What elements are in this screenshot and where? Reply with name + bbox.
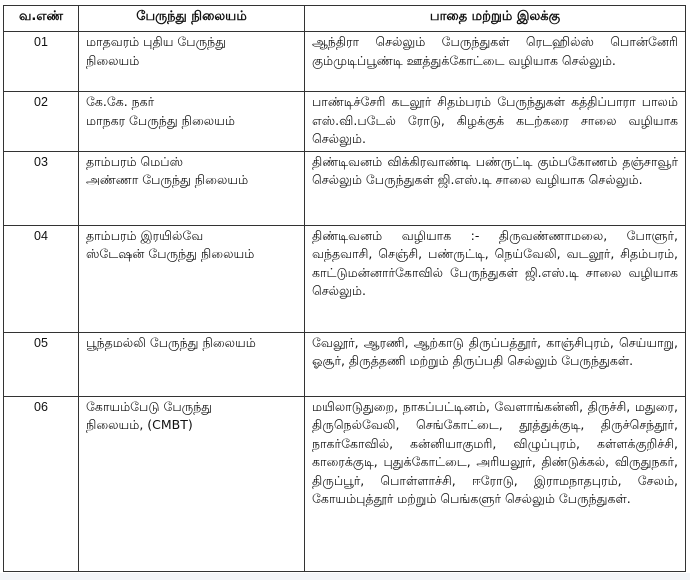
station-name-line: தாம்பரம் மெப்ஸ் bbox=[86, 153, 184, 169]
serial-no-cell: 06 bbox=[4, 396, 79, 571]
route-cell: பாண்டிச்சேரி கடலூர் சிதம்பரம் பேருந்துகள் கத்திப்பாரா பாலம் எஸ்.வி.படேல் ரோடு, கிழக்குக் கடற்கரை சாலை வழியாக செல்லும். bbox=[305, 92, 686, 152]
table-row bbox=[4, 225, 686, 332]
station-name-line: மாதவரம் புதிய பேருந்து bbox=[86, 34, 227, 49]
table-row bbox=[4, 151, 686, 225]
station-name-line: அண்ணா பேருந்து நிலையம் bbox=[86, 172, 249, 187]
table-row bbox=[4, 92, 686, 152]
route-cell: மயிலாடுதுறை, நாகப்பட்டினம், வேளாங்கன்னி, திருச்சி, மதுரை, திருநெல்வேலி, செங்கோட்டை, தூத்துக்குடி, திருச்செந்தூர், நாகர்கோவில், கன்னியாகுமரி, விழுப்புரம், கள்ளக்குறிச்சி, காரைக்குடி, புதுக்கோட்டை, அரியலூர், திண்டுக்கல், விருதுநகர், திருப்பூர், பொள்ளாச்சி, ஈரோடு, இராமநாதபுரம், சேலம், கோயம்புத்தூர் மற்றும் பெங்களுர் செல்லும் பேருந்துகள். bbox=[305, 396, 686, 571]
station-name-line: பூந்தமல்லி பேருந்து நிலையம் bbox=[86, 334, 256, 350]
station-name-line: நிலையம், (CMBT) bbox=[86, 417, 193, 432]
route-cell: ஆந்திரா செல்லும் பேருந்துகள் ரெடஹில்ஸ் பொன்னேரி கும்முடிப்பூண்டி ஊத்துக்கோட்டை வழியாக செல்லும். bbox=[305, 32, 686, 92]
route-cell: திண்டிவனம் விக்கிரவாண்டி பண்ருட்டி கும்பகோணம் தஞ்சாவூர் செல்லும் பேருந்துகள் ஜி.எஸ்.டி சாலை வழியாக செல்லும். bbox=[305, 151, 686, 225]
station-cell bbox=[79, 332, 305, 396]
station-name-line: ஸ்டேஷன் பேருந்து நிலையம் bbox=[86, 246, 255, 261]
page-top-edge bbox=[0, 0, 690, 4]
station-name-line: மாநகர பேருந்து நிலையம் bbox=[86, 112, 235, 128]
serial-no-cell: 01 bbox=[4, 32, 79, 92]
serial-no-cell: 05 bbox=[4, 332, 79, 396]
station-name-line: கோயம்பேடு பேருந்து bbox=[86, 398, 213, 414]
station-cell bbox=[79, 32, 305, 92]
header-route-destination: பாதை மற்றும் இலக்கு bbox=[305, 6, 686, 32]
serial-no-cell: 04 bbox=[4, 225, 79, 332]
page-bottom-edge bbox=[0, 573, 690, 580]
station-cell bbox=[79, 92, 305, 152]
table-row bbox=[4, 32, 686, 92]
station-cell bbox=[79, 396, 305, 571]
header-bus-station: பேருந்து நிலையம் bbox=[79, 6, 305, 32]
station-cell bbox=[79, 151, 305, 225]
station-name-line: கே.கே. நகர் bbox=[86, 94, 155, 109]
bus-route-table bbox=[3, 5, 686, 572]
route-cell: வேலூர், ஆரணி, ஆற்காடு திருப்பத்தூர், காஞ்சிபுரம், செய்யாறு, ஓசூர், திருத்தணி மற்றும் திருப்பதி செல்லும் பேருந்துகள். bbox=[305, 332, 686, 396]
serial-no-cell: 03 bbox=[4, 151, 79, 225]
table-row bbox=[4, 332, 686, 396]
table-header-row bbox=[4, 6, 686, 32]
station-name-line: தாம்பரம் இரயில்வே bbox=[86, 227, 204, 243]
station-name-line: நிலையம் bbox=[86, 52, 140, 68]
header-serial-no: வ.எண் bbox=[4, 6, 79, 32]
station-cell bbox=[79, 225, 305, 332]
table-row bbox=[4, 396, 686, 571]
route-cell: திண்டிவனம் வழியாக :- திருவண்ணாமலை, போளுர், வந்தவாசி, செஞ்சி, பண்ருட்டி, நெய்வேலி, வடலூர், சிதம்பரம், காட்டுமன்னார்கோவில் பேருந்துகள் ஜி.எஸ்.டி சாலை வழியாக செல்லும். bbox=[305, 225, 686, 332]
serial-no-cell: 02 bbox=[4, 92, 79, 152]
